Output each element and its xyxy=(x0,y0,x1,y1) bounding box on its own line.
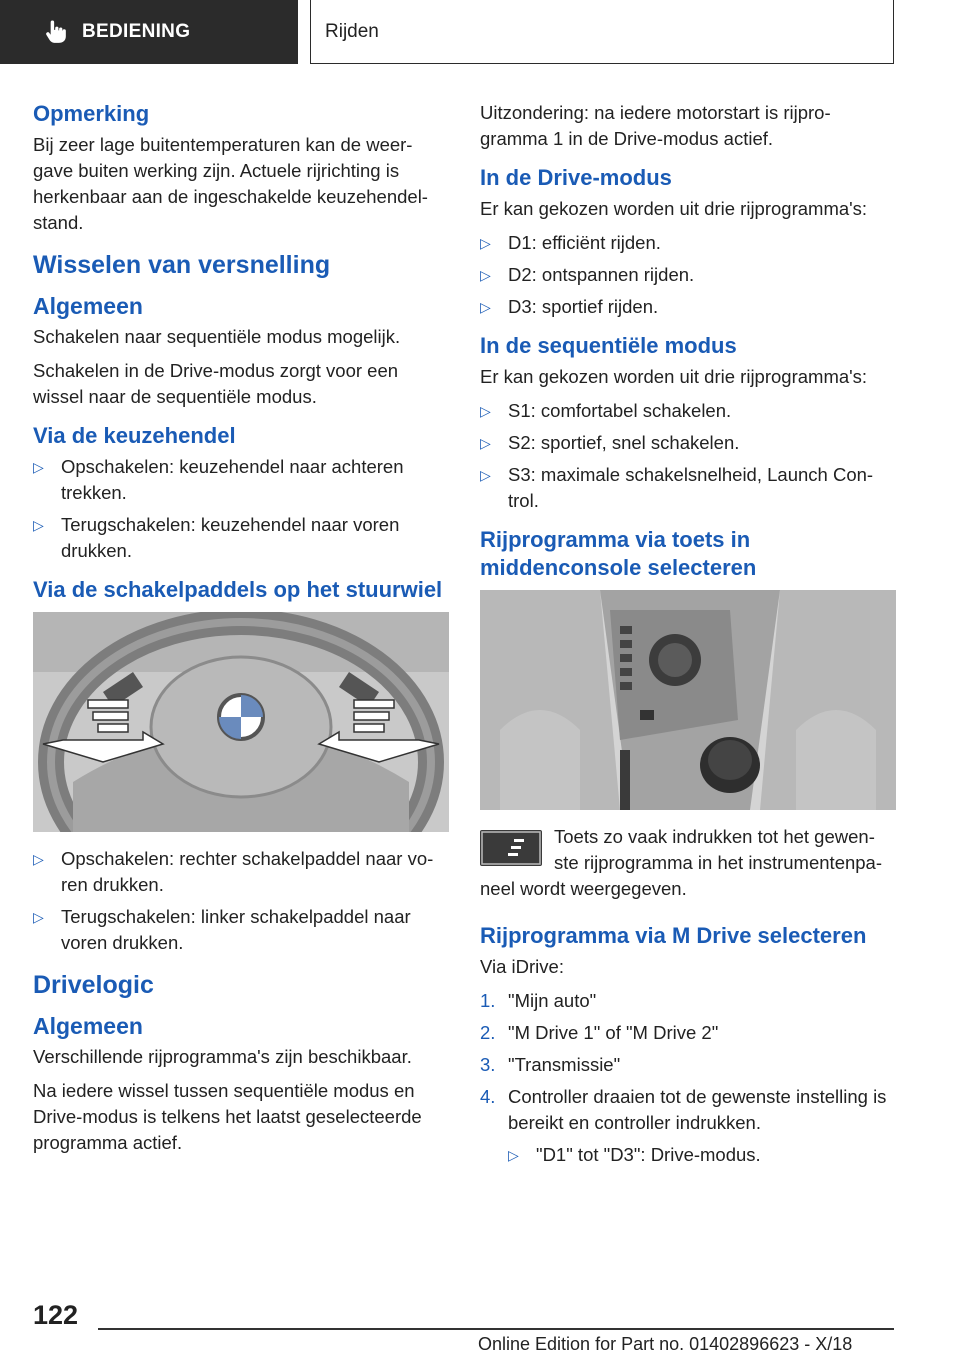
list-item: ▷ "D1" tot "D3": Drive-modus. xyxy=(508,1142,896,1168)
heading-drive-modus: In de Drive-modus xyxy=(480,165,672,190)
drive-list xyxy=(480,230,896,320)
paddel-list xyxy=(33,846,449,956)
chapter-label: Rijden xyxy=(325,20,379,42)
key-description xyxy=(480,824,896,910)
paragraph-algemeen-2a: Verschillende rijprogramma's zijn beschikbaar. xyxy=(33,1046,412,1067)
list-item: ▷ Opschakelen: keuzehendel naar achteren trekken. xyxy=(33,456,404,503)
paragraph-algemeen-1b: Schakelen in de Drive-modus zorgt voor een wissel naar de sequentiële modus. xyxy=(33,360,399,407)
list-item: ▷ D3: sportief rijden. xyxy=(480,294,896,320)
triangle-bullet-icon: ▷ xyxy=(480,235,491,251)
paragraph-algemeen-2b: Na iedere wissel tussen sequentiële modus en Drive-modus is telkens het laatst geselecteerde programma actief. xyxy=(33,1080,422,1153)
paragraph-toets: Toets zo vaak indrukken tot het gewen-ste rijprogramma in het instrumentenpa-neel wordt weergegeven. xyxy=(480,826,883,899)
keuzehendel-list xyxy=(33,454,449,564)
heading-wisselen: Wisselen van versnelling xyxy=(33,251,331,279)
list-item: ▷ Terugschakelen: keuzehendel naar voren drukken. xyxy=(33,514,400,561)
heading-schakelpaddels: Via de schakelpaddels op het stuurwiel xyxy=(33,577,443,602)
steering-wheel-figure xyxy=(33,612,449,832)
list-item: 1. "Mijn auto" xyxy=(480,990,597,1011)
list-item: 4. Controller draaien tot de gewenste instelling is bereikt en controller indrukken. ▷ "D1" tot "D3": Drive-modus. xyxy=(480,1084,896,1168)
paragraph-uitzondering: Uitzondering: na iedere motorstart is rijpro-gramma 1 in de Drive-modus actief. xyxy=(480,102,831,149)
list-item: ▷ S2: sportief, snel schakelen. xyxy=(480,430,896,456)
sequential-list xyxy=(480,398,896,514)
heading-algemeen-1: Algemeen xyxy=(33,293,143,319)
paragraph-drive: Er kan gekozen worden uit drie rijprogramma's: xyxy=(480,198,868,219)
heading-mdrive: Rijprogramma via M Drive selecteren xyxy=(480,923,867,948)
heading-keuzehendel: Via de keuzehendel xyxy=(33,423,236,448)
footer-divider xyxy=(98,1328,894,1330)
triangle-bullet-icon: ▷ xyxy=(33,517,44,533)
list-item: ▷ D2: ontspannen rijden. xyxy=(480,262,896,288)
heading-toets: Rijprogramma via toets in middenconsole selecteren xyxy=(480,527,757,580)
page-number: 122 xyxy=(33,1300,79,1330)
drive-mode-key-icon xyxy=(480,830,542,866)
list-item: ▷ D1: efficiënt rijden. xyxy=(480,230,896,256)
triangle-bullet-icon: ▷ xyxy=(480,435,491,451)
triangle-bullet-icon: ▷ xyxy=(33,851,44,867)
triangle-bullet-icon: ▷ xyxy=(480,299,491,315)
triangle-bullet-icon: ▷ xyxy=(480,403,491,419)
hand-pointer-icon xyxy=(42,19,68,45)
list-item: 3. "Transmissie" xyxy=(480,1054,621,1075)
steering-wheel-illustration xyxy=(33,612,449,832)
steps-list xyxy=(480,988,896,1168)
list-item: ▷ S3: maximale schakelsnelheid, Launch Con-trol. xyxy=(480,464,874,511)
section-tab xyxy=(0,0,298,64)
list-item: ▷ S1: comfortabel schakelen. xyxy=(480,398,896,424)
note-heading: Opmerking xyxy=(33,101,150,126)
paragraph-sequentieel: Er kan gekozen worden uit drie rijprogramma's: xyxy=(480,366,868,387)
triangle-bullet-icon: ▷ xyxy=(33,459,44,475)
heading-algemeen-2: Algemeen xyxy=(33,1013,143,1039)
list-item: 2. "M Drive 1" of "M Drive 2" xyxy=(480,1022,719,1043)
center-console-figure xyxy=(480,590,896,810)
right-column xyxy=(480,100,896,1174)
list-item: ▷ Terugschakelen: linker schakelpaddel naar voren drukken. xyxy=(33,906,411,953)
note-text: Bij zeer lage buitentemperaturen kan de weer-gave buiten werking zijn. Actuele rijrichting is herkenbaar aan de ingeschakelde keuzehendel-stand. xyxy=(33,134,428,233)
section-label: BEDIENING xyxy=(82,21,191,42)
center-console-illustration xyxy=(480,590,896,810)
paragraph-idrive: Via iDrive: xyxy=(480,956,564,977)
paragraph-algemeen-1a: Schakelen naar sequentiële modus mogelijk. xyxy=(33,326,401,347)
page-header xyxy=(0,0,960,66)
triangle-bullet-icon: ▷ xyxy=(480,467,491,483)
triangle-bullet-icon: ▷ xyxy=(508,1147,519,1163)
left-column xyxy=(33,100,449,1164)
heading-drivelogic: Drivelogic xyxy=(33,971,154,999)
chapter-tab xyxy=(310,0,894,64)
list-item: ▷ Opschakelen: rechter schakelpaddel naar vo-ren drukken. xyxy=(33,848,434,895)
triangle-bullet-icon: ▷ xyxy=(33,909,44,925)
triangle-bullet-icon: ▷ xyxy=(480,267,491,283)
edition-text: Online Edition for Part no. 01402896623 - X/18 xyxy=(478,1334,853,1354)
sub-list xyxy=(508,1142,896,1168)
heading-sequentieel: In de sequentiële modus xyxy=(480,333,737,358)
